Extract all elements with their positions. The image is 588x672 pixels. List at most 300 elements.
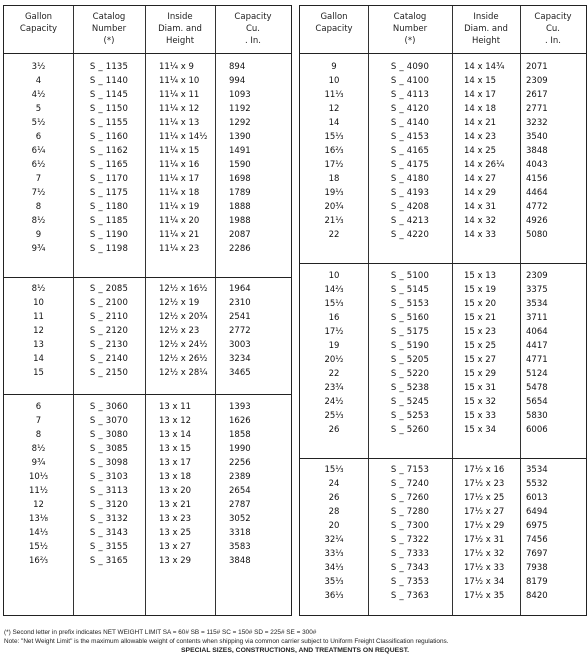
- gallon-capacity-cell: 14: [33, 354, 44, 364]
- gallon-capacity-cell: 23¾: [324, 383, 344, 393]
- catalog-number-cell: S _ 4208: [390, 202, 430, 212]
- gallon-capacity-cell: 26: [328, 493, 340, 503]
- header-gallon-capacity: [300, 11, 368, 35]
- gallon-capacity-cell: 22: [328, 369, 340, 379]
- table-row: [4, 366, 291, 380]
- capacity-cu-in-cell: 2541: [229, 312, 251, 322]
- capacity-cu-in-cell: 3848: [526, 146, 548, 156]
- inside-diameter-height-cell: 11¼ x 23: [159, 244, 200, 254]
- catalog-number-cell: S _ 4090: [390, 62, 430, 72]
- table-row: [300, 60, 586, 74]
- header-line: (*): [103, 36, 115, 46]
- catalog-number-cell: S _ 5190: [390, 341, 430, 351]
- capacity-cu-in-cell: 5654: [526, 397, 548, 407]
- catalog-number-cell: S _ 7260: [390, 493, 430, 503]
- inside-diameter-height-cell: 13 x 15: [159, 444, 192, 454]
- capacity-cu-in-cell: 4772: [526, 202, 548, 212]
- catalog-number-cell: S _ 4100: [390, 76, 430, 86]
- capacity-cu-in-cell: 3583: [229, 542, 251, 552]
- gallon-capacity-cell: 21⅓: [324, 216, 344, 226]
- table-row: [300, 339, 586, 353]
- catalog-number-cell: S _ 2110: [89, 312, 129, 322]
- catalog-number-cell: S _ 2130: [89, 340, 129, 350]
- capacity-cu-in-cell: 1192: [229, 104, 251, 114]
- catalog-number-cell: S _ 4220: [390, 230, 430, 240]
- capacity-cu-in-cell: 6975: [526, 521, 548, 531]
- table-row: [300, 491, 586, 505]
- catalog-number-cell: S _ 2140: [89, 354, 129, 364]
- catalog-number-cell: S _ 1180: [89, 202, 129, 212]
- capacity-cu-in-cell: 8179: [526, 577, 548, 587]
- inside-diameter-height-cell: 14 x 33: [464, 230, 497, 240]
- capacity-cu-in-cell: 3465: [229, 368, 251, 378]
- catalog-number-cell: S _ 1135: [89, 62, 129, 72]
- inside-diameter-height-cell: 13 x 14: [159, 430, 192, 440]
- table-row: [4, 88, 291, 102]
- inside-diameter-height-cell: 12½ x 26½: [159, 354, 208, 364]
- inside-diameter-height-cell: 12½ x 20¾: [159, 312, 208, 322]
- gallon-capacity-cell: 6¼: [31, 146, 46, 156]
- header-line: Gallon: [320, 12, 348, 22]
- inside-diameter-height-cell: 11¼ x 13: [159, 118, 200, 128]
- inside-diameter-height-cell: 14 x 18: [464, 104, 497, 114]
- table-row: [4, 352, 291, 366]
- table-row: [4, 144, 291, 158]
- inside-diameter-height-cell: 15 x 23: [464, 327, 497, 337]
- table-row: [300, 200, 586, 214]
- capacity-cu-in-cell: 4043: [526, 160, 548, 170]
- inside-diameter-height-cell: 14 x 23: [464, 132, 497, 142]
- table-row: [300, 519, 586, 533]
- table-row: [300, 116, 586, 130]
- catalog-number-cell: S _ 3155: [89, 542, 129, 552]
- capacity-cu-in-cell: 7456: [526, 535, 548, 545]
- gallon-capacity-cell: 35⅓: [324, 577, 344, 587]
- table-row: [300, 102, 586, 116]
- inside-diameter-height-cell: 17½ x 33: [464, 563, 505, 573]
- gallon-capacity-cell: 15½: [28, 542, 49, 552]
- table-row: [300, 172, 586, 186]
- capacity-cu-in-cell: 2389: [229, 472, 251, 482]
- catalog-number-cell: S _ 7153: [390, 465, 430, 475]
- inside-diameter-height-cell: 17½ x 29: [464, 521, 505, 531]
- inside-diameter-height-cell: 11¼ x 17: [159, 174, 200, 184]
- gallon-capacity-cell: 19⅓: [324, 188, 344, 198]
- gallon-capacity-cell: 7½: [31, 188, 46, 198]
- table-row: [4, 414, 291, 428]
- table-row: [300, 589, 586, 603]
- group-divider: [300, 263, 586, 264]
- capacity-cu-in-cell: 1858: [229, 430, 251, 440]
- table-row: [300, 423, 586, 437]
- capacity-cu-in-cell: 2617: [526, 90, 548, 100]
- table-row: [300, 74, 586, 88]
- table-row: [4, 456, 291, 470]
- inside-diameter-height-cell: 13 x 23: [159, 514, 192, 524]
- catalog-number-cell: S _ 3132: [89, 514, 129, 524]
- header-inside-diameter-height: [145, 11, 215, 47]
- table-row: [4, 200, 291, 214]
- inside-diameter-height-cell: 15 x 32: [464, 397, 497, 407]
- capacity-cu-in-cell: 1390: [229, 132, 251, 142]
- gallon-capacity-cell: 24½: [324, 397, 344, 407]
- catalog-number-cell: S _ 3113: [89, 486, 129, 496]
- catalog-number-cell: S _ 1170: [89, 174, 129, 184]
- table-row: [300, 533, 586, 547]
- inside-diameter-height-cell: 14 x 32: [464, 216, 497, 226]
- inside-diameter-height-cell: 11¼ x 9: [159, 62, 194, 72]
- capacity-cu-in-cell: 1393: [229, 402, 251, 412]
- gallon-capacity-cell: 33⅓: [324, 549, 344, 559]
- table-row: [300, 575, 586, 589]
- gallon-capacity-cell: 15⅓: [324, 465, 344, 475]
- table-row: [4, 540, 291, 554]
- catalog-number-cell: S _ 3165: [89, 556, 129, 566]
- inside-diameter-height-cell: 17½ x 31: [464, 535, 505, 545]
- header-catalog-number: [73, 11, 145, 47]
- capacity-cu-in-cell: 2771: [526, 104, 548, 114]
- gallon-capacity-cell: 15: [33, 368, 44, 378]
- capacity-cu-in-cell: 2310: [229, 298, 251, 308]
- header-line: . In.: [245, 36, 261, 46]
- table-row: [300, 505, 586, 519]
- table-row: [300, 214, 586, 228]
- capacity-cu-in-cell: 2087: [229, 230, 251, 240]
- header-line: Cu.: [245, 24, 261, 34]
- capacity-cu-in-cell: 7938: [526, 563, 548, 573]
- catalog-number-cell: S _ 1165: [89, 160, 129, 170]
- table-row: [4, 228, 291, 242]
- capacity-cu-in-cell: 6006: [526, 425, 548, 435]
- catalog-number-cell: S _ 1145: [89, 90, 129, 100]
- header-capacity-cu-in: [215, 11, 291, 47]
- table-row: [300, 353, 586, 367]
- gallon-capacity-cell: 14: [328, 118, 340, 128]
- table-row: [300, 381, 586, 395]
- gallon-capacity-cell: 6½: [31, 160, 46, 170]
- capacity-cu-in-cell: 1491: [229, 146, 251, 156]
- catalog-number-cell: S _ 1198: [89, 244, 129, 254]
- capacity-cu-in-cell: 894: [229, 62, 246, 72]
- table-row: [4, 498, 291, 512]
- inside-diameter-height-cell: 17½ x 35: [464, 591, 505, 601]
- capacity-cu-in-cell: 6013: [526, 493, 548, 503]
- gallon-capacity-cell: 8½: [31, 284, 46, 294]
- header-capacity-cu-in: [520, 11, 586, 47]
- table-row: [300, 409, 586, 423]
- capacity-cu-in-cell: 6494: [526, 507, 548, 517]
- inside-diameter-height-cell: 11¼ x 16: [159, 160, 200, 170]
- catalog-number-cell: S _ 1162: [89, 146, 129, 156]
- catalog-number-cell: S _ 3143: [89, 528, 129, 538]
- gallon-capacity-cell: 16⅔: [324, 146, 344, 156]
- table-row: [300, 269, 586, 283]
- catalog-number-cell: S _ 7353: [390, 577, 430, 587]
- capacity-cu-in-cell: 2309: [526, 76, 548, 86]
- catalog-number-cell: S _ 4165: [390, 146, 430, 156]
- inside-diameter-height-cell: 14 x 15: [464, 76, 497, 86]
- table-row: [300, 186, 586, 200]
- capacity-cu-in-cell: 3534: [526, 465, 548, 475]
- gallon-capacity-cell: 20: [328, 521, 340, 531]
- table-row: [4, 74, 291, 88]
- catalog-number-cell: S _ 7300: [390, 521, 430, 531]
- gallon-capacity-cell: 32¼: [324, 535, 344, 545]
- inside-diameter-height-cell: 12½ x 23: [159, 326, 200, 336]
- catalog-number-cell: S _ 1175: [89, 188, 129, 198]
- table-row: [4, 428, 291, 442]
- inside-diameter-height-cell: 17½ x 34: [464, 577, 505, 587]
- inside-diameter-height-cell: 15 x 31: [464, 383, 497, 393]
- gallon-capacity-cell: 9¾: [31, 458, 46, 468]
- header-line: Diam. and: [464, 24, 508, 34]
- inside-diameter-height-cell: 13 x 25: [159, 528, 192, 538]
- catalog-number-cell: S _ 4113: [390, 90, 430, 100]
- inside-diameter-height-cell: 15 x 20: [464, 299, 497, 309]
- header-line: Cu.: [545, 24, 561, 34]
- gallon-capacity-cell: 20¾: [324, 202, 344, 212]
- header-line: Diam. and: [158, 24, 202, 34]
- capacity-cu-in-cell: 2772: [229, 326, 251, 336]
- inside-diameter-height-cell: 13 x 17: [159, 458, 192, 468]
- catalog-number-cell: S _ 1150: [89, 104, 129, 114]
- gallon-capacity-cell: 15⅓: [324, 132, 344, 142]
- capacity-cu-in-cell: 1590: [229, 160, 251, 170]
- catalog-number-cell: S _ 7363: [390, 591, 430, 601]
- header-catalog-number: [368, 11, 452, 47]
- capacity-cu-in-cell: 3534: [526, 299, 548, 309]
- gallon-capacity-cell: 12: [33, 500, 44, 510]
- right-capacity-table: [299, 5, 587, 616]
- catalog-number-cell: S _ 1140: [89, 76, 129, 86]
- catalog-number-cell: S _ 4180: [390, 174, 430, 184]
- catalog-number-cell: S _ 1155: [89, 118, 129, 128]
- capacity-cu-in-cell: 2654: [229, 486, 251, 496]
- capacity-cu-in-cell: 5124: [526, 369, 548, 379]
- capacity-cu-in-cell: 4926: [526, 216, 548, 226]
- gallon-capacity-cell: 12: [33, 326, 44, 336]
- table-row: [300, 547, 586, 561]
- capacity-cu-in-cell: 5830: [526, 411, 548, 421]
- table-row: [4, 338, 291, 352]
- capacity-cu-in-cell: 5478: [526, 383, 548, 393]
- gallon-capacity-cell: 10: [328, 271, 340, 281]
- capacity-cu-in-cell: 1093: [229, 90, 251, 100]
- inside-diameter-height-cell: 11¼ x 15: [159, 146, 200, 156]
- capacity-cu-in-cell: 2071: [526, 62, 548, 72]
- capacity-cu-in-cell: 1698: [229, 174, 251, 184]
- gallon-capacity-cell: 5½: [31, 118, 46, 128]
- header-line: Height: [471, 36, 501, 46]
- catalog-number-cell: S _ 1190: [89, 230, 129, 240]
- gallon-capacity-cell: 24: [328, 479, 340, 489]
- capacity-cu-in-cell: 2787: [229, 500, 251, 510]
- inside-diameter-height-cell: 11¼ x 14½: [159, 132, 208, 142]
- inside-diameter-height-cell: 11¼ x 10: [159, 76, 200, 86]
- catalog-number-cell: S _ 7343: [390, 563, 430, 573]
- capacity-cu-in-cell: 1292: [229, 118, 251, 128]
- capacity-cu-in-cell: 4064: [526, 327, 548, 337]
- table-row: [4, 60, 291, 74]
- capacity-cu-in-cell: 3003: [229, 340, 251, 350]
- catalog-number-cell: S _ 7322: [390, 535, 430, 545]
- inside-diameter-height-cell: 15 x 34: [464, 425, 497, 435]
- inside-diameter-height-cell: 17½ x 16: [464, 465, 505, 475]
- gallon-capacity-cell: 9¾: [31, 244, 46, 254]
- catalog-number-cell: S _ 4213: [390, 216, 430, 226]
- header-line: Capacity: [234, 12, 272, 22]
- table-row: [4, 158, 291, 172]
- table-row: [4, 102, 291, 116]
- gallon-capacity-cell: 9: [331, 62, 337, 72]
- catalog-number-cell: S _ 1160: [89, 132, 129, 142]
- table-row: [300, 158, 586, 172]
- catalog-number-cell: S _ 2120: [89, 326, 129, 336]
- inside-diameter-height-cell: 13 x 27: [159, 542, 192, 552]
- inside-diameter-height-cell: 17½ x 25: [464, 493, 505, 503]
- inside-diameter-height-cell: 14 x 14¾: [464, 62, 505, 72]
- gallon-capacity-cell: 13⅛: [28, 514, 49, 524]
- inside-diameter-height-cell: 17½ x 23: [464, 479, 505, 489]
- catalog-number-cell: S _ 4120: [390, 104, 430, 114]
- inside-diameter-height-cell: 14 x 29: [464, 188, 497, 198]
- catalog-number-cell: S _ 5238: [390, 383, 430, 393]
- catalog-number-cell: S _ 5220: [390, 369, 430, 379]
- gallon-capacity-cell: 11½: [28, 486, 49, 496]
- gallon-capacity-cell: 25⅓: [324, 411, 344, 421]
- inside-diameter-height-cell: 15 x 21: [464, 313, 497, 323]
- capacity-cu-in-cell: 5080: [526, 230, 548, 240]
- catalog-number-cell: S _ 7240: [390, 479, 430, 489]
- catalog-number-cell: S _ 3103: [89, 472, 129, 482]
- catalog-number-cell: S _ 5100: [390, 271, 430, 281]
- inside-diameter-height-cell: 13 x 20: [159, 486, 192, 496]
- header-gallon-capacity: [4, 11, 73, 35]
- gallon-capacity-cell: 13: [33, 340, 44, 350]
- inside-diameter-height-cell: 12½ x 16½: [159, 284, 208, 294]
- catalog-number-cell: S _ 7333: [390, 549, 430, 559]
- capacity-cu-in-cell: 7697: [526, 549, 548, 559]
- table-row: [4, 296, 291, 310]
- footnote-net-weight-limit: (*) Second letter in prefix indicates NET WEIGHT LIMIT SA = 60# SB = 115# SC = 150# SD = 225# SE = 300#: [4, 629, 317, 636]
- gallon-capacity-cell: 17½: [324, 327, 344, 337]
- gallon-capacity-cell: 14⅔: [324, 285, 344, 295]
- inside-diameter-height-cell: 12½ x 28¼: [159, 368, 208, 378]
- table-row: [4, 484, 291, 498]
- catalog-number-cell: S _ 3120: [89, 500, 129, 510]
- gallon-capacity-cell: 7: [35, 174, 42, 184]
- table-header: [4, 6, 291, 54]
- header-line: Inside: [473, 12, 499, 22]
- header-line: Number: [392, 24, 428, 34]
- catalog-number-cell: S _ 5260: [390, 425, 430, 435]
- table-row: [4, 186, 291, 200]
- capacity-cu-in-cell: 3711: [526, 313, 548, 323]
- inside-diameter-height-cell: 15 x 25: [464, 341, 497, 351]
- header-line: Catalog: [92, 12, 126, 22]
- header-line: . In.: [545, 36, 561, 46]
- table-row: [4, 470, 291, 484]
- table-row: [4, 554, 291, 568]
- capacity-cu-in-cell: 4464: [526, 188, 548, 198]
- gallon-capacity-cell: 34⅓: [324, 563, 344, 573]
- gallon-capacity-cell: 9: [35, 230, 42, 240]
- inside-diameter-height-cell: 11¼ x 11: [159, 90, 200, 100]
- group-divider: [4, 277, 291, 278]
- table-row: [300, 367, 586, 381]
- catalog-number-cell: S _ 2085: [89, 284, 129, 294]
- catalog-number-cell: S _ 3060: [89, 402, 129, 412]
- gallon-capacity-cell: 17½: [324, 160, 344, 170]
- special-sizes-note: SPECIAL SIZES, CONSTRUCTIONS, AND TREATMENTS ON REQUEST.: [181, 647, 409, 654]
- inside-diameter-height-cell: 11¼ x 21: [159, 230, 200, 240]
- catalog-number-cell: S _ 3085: [89, 444, 129, 454]
- gallon-capacity-cell: 18: [328, 174, 340, 184]
- inside-diameter-height-cell: 11¼ x 20: [159, 216, 200, 226]
- gallon-capacity-cell: 7: [35, 416, 42, 426]
- capacity-cu-in-cell: 1789: [229, 188, 251, 198]
- catalog-number-cell: S _ 4175: [390, 160, 430, 170]
- table-row: [4, 116, 291, 130]
- gallon-capacity-cell: 19: [328, 341, 340, 351]
- footnote-note: Note: "Net Weight Limit" is the maximum allowable weight of contents when shipping via common carrier subject to Uniform Freight Classification regulations.: [4, 638, 449, 645]
- catalog-number-cell: S _ 5153: [390, 299, 430, 309]
- catalog-number-cell: S _ 1185: [89, 216, 129, 226]
- catalog-number-cell: S _ 4153: [390, 132, 430, 142]
- catalog-number-cell: S _ 5145: [390, 285, 430, 295]
- capacity-cu-in-cell: 3540: [526, 132, 548, 142]
- gallon-capacity-cell: 15⅓: [324, 299, 344, 309]
- gallon-capacity-cell: 3½: [31, 62, 46, 72]
- capacity-cu-in-cell: 1990: [229, 444, 251, 454]
- gallon-capacity-cell: 14⅓: [28, 528, 49, 538]
- table-row: [4, 324, 291, 338]
- catalog-number-cell: S _ 4193: [390, 188, 430, 198]
- gallon-capacity-cell: 16⅔: [28, 556, 49, 566]
- left-capacity-table: [3, 5, 292, 616]
- inside-diameter-height-cell: 14 x 17: [464, 90, 497, 100]
- capacity-cu-in-cell: 3848: [229, 556, 251, 566]
- table-row: [4, 242, 291, 256]
- capacity-cu-in-cell: 4156: [526, 174, 548, 184]
- table-row: [300, 228, 586, 242]
- gallon-capacity-cell: 8: [35, 430, 42, 440]
- capacity-cu-in-cell: 3232: [526, 118, 548, 128]
- gallon-capacity-cell: 8½: [31, 216, 46, 226]
- header-line: Inside: [167, 12, 193, 22]
- inside-diameter-height-cell: 11¼ x 12: [159, 104, 200, 114]
- capacity-cu-in-cell: 3318: [229, 528, 251, 538]
- table-row: [4, 214, 291, 228]
- header-line: Gallon: [24, 12, 53, 22]
- inside-diameter-height-cell: 14 x 25: [464, 146, 497, 156]
- header-line: Capacity: [315, 24, 353, 34]
- gallon-capacity-cell: 16: [328, 313, 340, 323]
- catalog-number-cell: S _ 5253: [390, 411, 430, 421]
- header-line: Capacity: [19, 24, 58, 34]
- table-row: [300, 395, 586, 409]
- inside-diameter-height-cell: 12½ x 24½: [159, 340, 208, 350]
- inside-diameter-height-cell: 14 x 27: [464, 174, 497, 184]
- inside-diameter-height-cell: 15 x 19: [464, 285, 497, 295]
- gallon-capacity-cell: 10: [328, 76, 340, 86]
- gallon-capacity-cell: 36⅓: [324, 591, 344, 601]
- table-row: [300, 325, 586, 339]
- capacity-cu-in-cell: 1964: [229, 284, 251, 294]
- header-line: Catalog: [393, 12, 427, 22]
- inside-diameter-height-cell: 13 x 12: [159, 416, 192, 426]
- inside-diameter-height-cell: 17½ x 27: [464, 507, 505, 517]
